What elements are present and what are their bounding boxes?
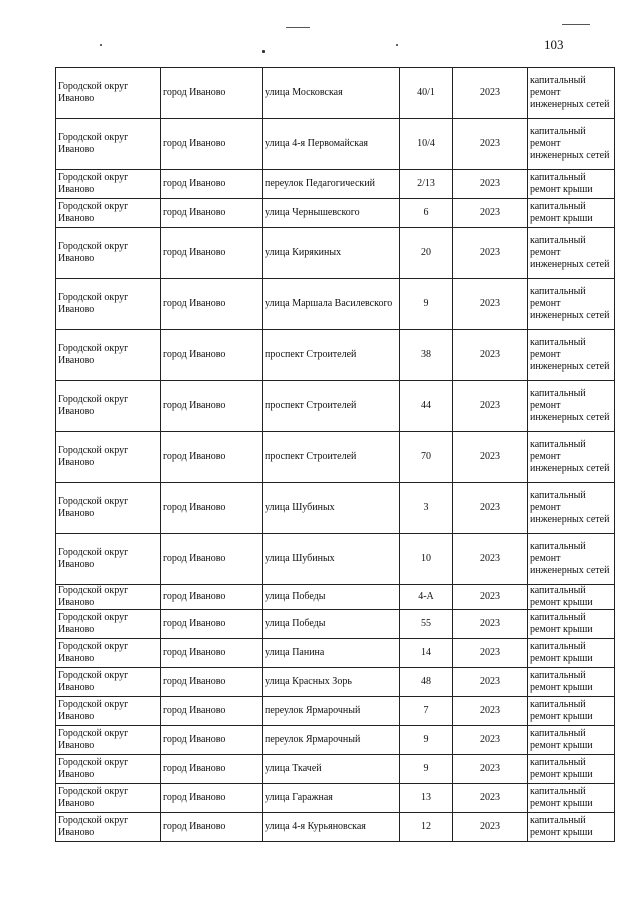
municipality-cell: Городской округ Иваново (56, 381, 161, 432)
table-row (56, 228, 615, 279)
municipality-cell: Городской округ Иваново (56, 784, 161, 813)
work-type-cell: капитальный ремонт крыши (528, 585, 615, 610)
work-type-cell: капитальный ремонт инженерных сетей (528, 483, 615, 534)
table-row (56, 755, 615, 784)
work-type-cell: капитальный ремонт инженерных сетей (528, 279, 615, 330)
house-number-cell: 6 (400, 199, 453, 228)
house-number-cell: 14 (400, 639, 453, 668)
settlement-cell: город Иваново (161, 228, 263, 279)
work-type-cell: капитальный ремонт инженерных сетей (528, 432, 615, 483)
year-cell: 2023 (453, 668, 528, 697)
settlement-cell: город Иваново (161, 813, 263, 842)
year-cell: 2023 (453, 483, 528, 534)
scan-dot (262, 50, 265, 53)
table-row (56, 381, 615, 432)
work-type-cell: капитальный ремонт крыши (528, 726, 615, 755)
year-cell: 2023 (453, 813, 528, 842)
scan-mark (286, 27, 310, 28)
street-cell: переулок Ярмарочный (263, 726, 400, 755)
house-number-cell: 9 (400, 726, 453, 755)
municipality-cell: Городской округ Иваново (56, 726, 161, 755)
work-type-cell: капитальный ремонт крыши (528, 639, 615, 668)
work-type-cell: капитальный ремонт инженерных сетей (528, 534, 615, 585)
work-type-cell: капитальный ремонт крыши (528, 610, 615, 639)
house-number-cell: 9 (400, 755, 453, 784)
work-type-cell: капитальный ремонт крыши (528, 784, 615, 813)
house-number-cell: 10 (400, 534, 453, 585)
year-cell: 2023 (453, 726, 528, 755)
work-type-cell: капитальный ремонт крыши (528, 668, 615, 697)
settlement-cell: город Иваново (161, 585, 263, 610)
settlement-cell: город Иваново (161, 432, 263, 483)
municipality-cell: Городской округ Иваново (56, 585, 161, 610)
street-cell: улица Красных Зорь (263, 668, 400, 697)
municipality-cell: Городской округ Иваново (56, 610, 161, 639)
house-number-cell: 2/13 (400, 170, 453, 199)
table-row (56, 585, 615, 610)
year-cell: 2023 (453, 381, 528, 432)
work-type-cell: капитальный ремонт инженерных сетей (528, 381, 615, 432)
settlement-cell: город Иваново (161, 199, 263, 228)
work-type-cell: капитальный ремонт крыши (528, 697, 615, 726)
settlement-cell: город Иваново (161, 755, 263, 784)
table-row (56, 279, 615, 330)
year-cell: 2023 (453, 755, 528, 784)
street-cell: переулок Педагогический (263, 170, 400, 199)
year-cell: 2023 (453, 784, 528, 813)
street-cell: улица Победы (263, 610, 400, 639)
year-cell: 2023 (453, 432, 528, 483)
table-row (56, 170, 615, 199)
house-number-cell: 38 (400, 330, 453, 381)
street-cell: улица Маршала Василевского (263, 279, 400, 330)
year-cell: 2023 (453, 330, 528, 381)
table-row (56, 668, 615, 697)
page-number: 103 (544, 37, 564, 52)
table-row (56, 784, 615, 813)
settlement-cell: город Иваново (161, 697, 263, 726)
street-cell: улица Шубиных (263, 534, 400, 585)
municipality-cell: Городской округ Иваново (56, 119, 161, 170)
municipality-cell: Городской округ Иваново (56, 279, 161, 330)
municipality-cell: Городской округ Иваново (56, 199, 161, 228)
street-cell: проспект Строителей (263, 381, 400, 432)
settlement-cell: город Иваново (161, 668, 263, 697)
settlement-cell: город Иваново (161, 784, 263, 813)
housing-repair-table (55, 67, 615, 842)
year-cell: 2023 (453, 534, 528, 585)
table-row (56, 534, 615, 585)
year-cell: 2023 (453, 279, 528, 330)
settlement-cell: город Иваново (161, 119, 263, 170)
municipality-cell: Городской округ Иваново (56, 755, 161, 784)
table-row (56, 813, 615, 842)
municipality-cell: Городской округ Иваново (56, 697, 161, 726)
street-cell: улица Победы (263, 585, 400, 610)
scan-dot (396, 44, 398, 46)
house-number-cell: 9 (400, 279, 453, 330)
municipality-cell: Городской округ Иваново (56, 534, 161, 585)
street-cell: переулок Ярмарочный (263, 697, 400, 726)
house-number-cell: 4-А (400, 585, 453, 610)
house-number-cell: 55 (400, 610, 453, 639)
year-cell: 2023 (453, 639, 528, 668)
year-cell: 2023 (453, 228, 528, 279)
year-cell: 2023 (453, 170, 528, 199)
table-row (56, 68, 615, 119)
settlement-cell: город Иваново (161, 170, 263, 199)
settlement-cell: город Иваново (161, 639, 263, 668)
house-number-cell: 13 (400, 784, 453, 813)
year-cell: 2023 (453, 68, 528, 119)
street-cell: улица Гаражная (263, 784, 400, 813)
house-number-cell: 7 (400, 697, 453, 726)
street-cell: проспект Строителей (263, 432, 400, 483)
house-number-cell: 3 (400, 483, 453, 534)
street-cell: улица 4-я Первомайская (263, 119, 400, 170)
work-type-cell: капитальный ремонт инженерных сетей (528, 330, 615, 381)
work-type-cell: капитальный ремонт инженерных сетей (528, 119, 615, 170)
work-type-cell: капитальный ремонт инженерных сетей (528, 68, 615, 119)
scan-mark (562, 24, 590, 25)
table-row (56, 119, 615, 170)
work-type-cell: капитальный ремонт крыши (528, 813, 615, 842)
municipality-cell: Городской округ Иваново (56, 68, 161, 119)
street-cell: улица 4-я Курьяновская (263, 813, 400, 842)
settlement-cell: город Иваново (161, 279, 263, 330)
settlement-cell: город Иваново (161, 534, 263, 585)
house-number-cell: 12 (400, 813, 453, 842)
settlement-cell: город Иваново (161, 381, 263, 432)
year-cell: 2023 (453, 585, 528, 610)
municipality-cell: Городской округ Иваново (56, 432, 161, 483)
municipality-cell: Городской округ Иваново (56, 639, 161, 668)
street-cell: проспект Строителей (263, 330, 400, 381)
table-row (56, 199, 615, 228)
year-cell: 2023 (453, 199, 528, 228)
settlement-cell: город Иваново (161, 610, 263, 639)
settlement-cell: город Иваново (161, 726, 263, 755)
street-cell: улица Ткачей (263, 755, 400, 784)
year-cell: 2023 (453, 119, 528, 170)
municipality-cell: Городской округ Иваново (56, 170, 161, 199)
work-type-cell: капитальный ремонт крыши (528, 170, 615, 199)
work-type-cell: капитальный ремонт инженерных сетей (528, 228, 615, 279)
scan-dot (100, 44, 102, 46)
table-row (56, 697, 615, 726)
house-number-cell: 20 (400, 228, 453, 279)
house-number-cell: 40/1 (400, 68, 453, 119)
year-cell: 2023 (453, 610, 528, 639)
street-cell: улица Панина (263, 639, 400, 668)
municipality-cell: Городской округ Иваново (56, 483, 161, 534)
municipality-cell: Городской округ Иваново (56, 813, 161, 842)
street-cell: улица Московская (263, 68, 400, 119)
municipality-cell: Городской округ Иваново (56, 668, 161, 697)
settlement-cell: город Иваново (161, 68, 263, 119)
house-number-cell: 70 (400, 432, 453, 483)
table-row (56, 610, 615, 639)
street-cell: улица Кирякиных (263, 228, 400, 279)
house-number-cell: 10/4 (400, 119, 453, 170)
table-row (56, 639, 615, 668)
house-number-cell: 44 (400, 381, 453, 432)
street-cell: улица Чернышевского (263, 199, 400, 228)
work-type-cell: капитальный ремонт крыши (528, 199, 615, 228)
work-type-cell: капитальный ремонт крыши (528, 755, 615, 784)
table-row (56, 432, 615, 483)
municipality-cell: Городской округ Иваново (56, 228, 161, 279)
table-row (56, 330, 615, 381)
settlement-cell: город Иваново (161, 330, 263, 381)
table-row (56, 726, 615, 755)
year-cell: 2023 (453, 697, 528, 726)
house-number-cell: 48 (400, 668, 453, 697)
street-cell: улица Шубиных (263, 483, 400, 534)
table-row (56, 483, 615, 534)
municipality-cell: Городской округ Иваново (56, 330, 161, 381)
settlement-cell: город Иваново (161, 483, 263, 534)
